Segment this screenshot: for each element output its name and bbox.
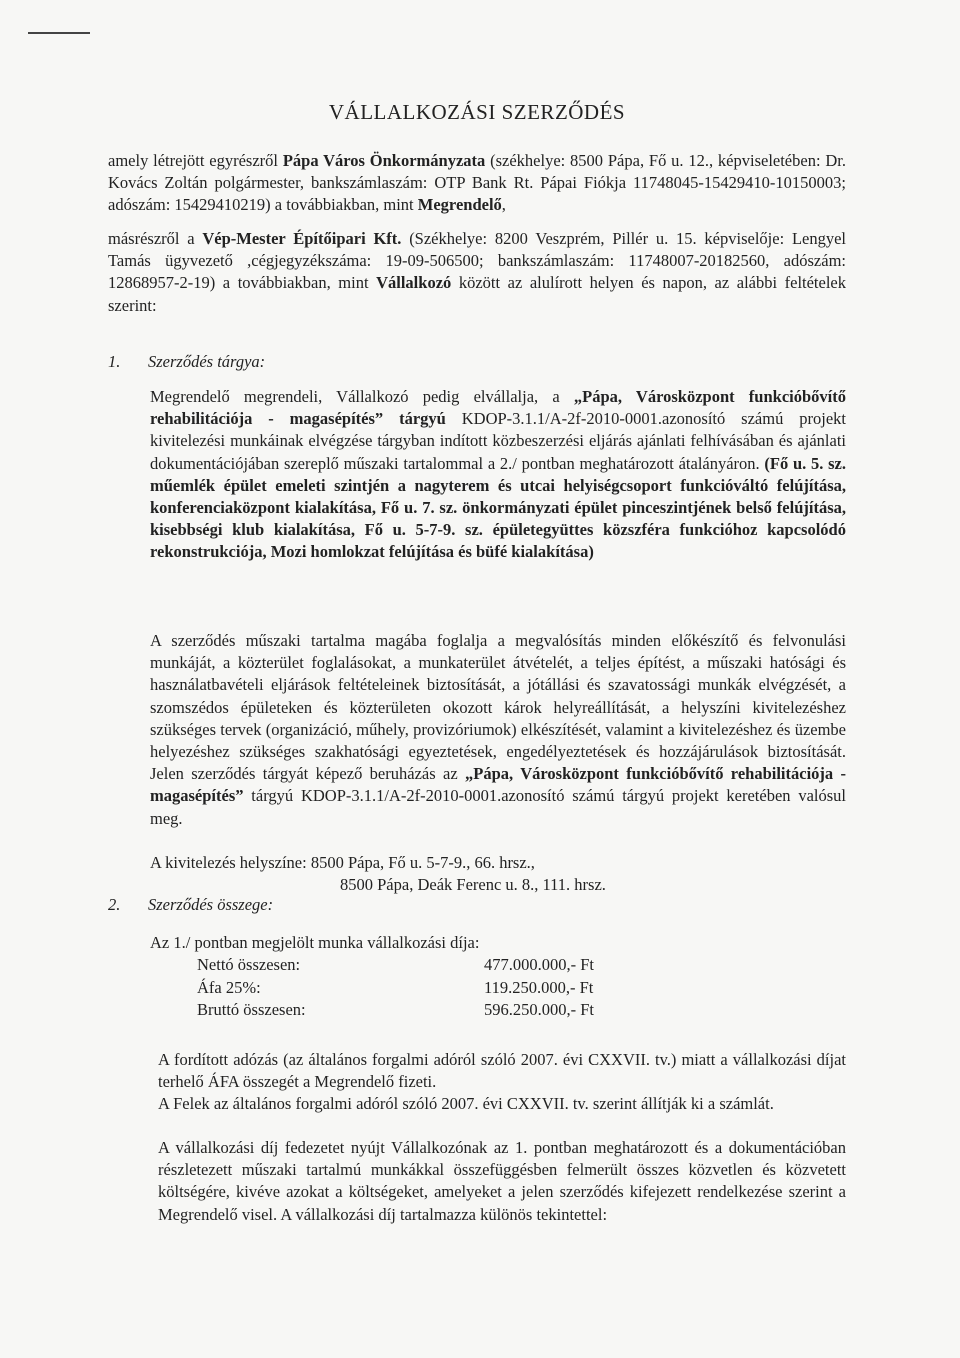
party2-text-1: másrészről a [108, 229, 203, 248]
intro-text-2: (székhelye: 8500 Pápa, Fő u. 12., képviseletében: Dr. Kovács Zoltán polgármester, bankszámlaszám: OTP Bank Rt. Pápai Fiókja 11748045-15429410-10150003; adószám: 15429410219) a továbbiakban, mint [108, 151, 846, 215]
fee-row-vat [150, 978, 594, 1001]
intro-paragraph [108, 150, 846, 217]
fee-row-net [150, 955, 594, 978]
party2-role: Vállalkozó [376, 273, 452, 293]
fee-label: Nettó összesen: [197, 955, 301, 974]
invoice-paragraph: A Felek az általános forgalmi adóról szóló 2007. évi CXXVII. tv. szerint állítják ki a számlát. [158, 1094, 774, 1113]
works-description: (Fő u. 5. sz. műemlék épület emeleti szintjén a nagyterem és utcai helyiségcsoport funkcióváltó felújítása, konferenciaközpont kialakítása, Fő u. 7. sz. önkormányzati épület pinceszintjének belső felújítása, kisebbségi klub kialakítása, Fő u. 5-7-9. sz. épületegyüttes közszféra funkcióhoz kapcsolódó rekonstrukciója, Mozi homlokzat felújítása és büfé kialakítása) [150, 453, 847, 562]
section1-scope-paragraph [150, 630, 846, 830]
project-name: „Pápa, Városközpont funkcióbővítő rehabilitációja - magasépítés” tárgyú [150, 387, 846, 429]
section1-number: 1. [108, 352, 121, 371]
top-margin-mark [28, 32, 90, 34]
reverse-vat-paragraph: A fordított adózás (az általános forgalmi adóról szóló 2007. évi CXXVII. tv.) miatt a vállalkozási díjat terhelő ÁFA összegét a Megrendelő fizeti. [158, 1050, 846, 1092]
fee-intro: Az 1./ pontban megjelölt munka vállalkozási díja: [150, 933, 480, 952]
section2-number: 2. [108, 895, 121, 914]
party1-name: Pápa Város Önkormányzata [282, 151, 486, 170]
party2-text-3: között az alulírott helyen és napon, az alábbi feltételek szerint: [108, 273, 847, 315]
party2-name: Vép-Mester Építőipari Kft. [202, 229, 402, 248]
intro-text-3: , [501, 195, 506, 215]
fee-label: Bruttó összesen: [197, 1000, 306, 1019]
party2-text-2: (Székhelye: 8200 Veszprém, Pillér u. 15. képviselője: Lengyel Tamás ügyvezető ,cégjegyzékszáma: 19-09-506500; bankszámlaszám: 11748007-20182560, adószám: 12868957-2-19) a továbbiakban, mint [108, 229, 847, 293]
document-title: VÁLLALKOZÁSI SZERZŐDÉS [328, 100, 626, 124]
location-line-2: 8500 Pápa, Deák Ferenc u. 8., 111. hrsz. [340, 875, 606, 894]
fee-coverage-paragraph: A vállalkozási díj fedezetet nyújt Vállalkozónak az 1. pontban meghatározott és a dokumentációban részletezett műszaki tartalmú munkákkal összefüggésben felmerült összes közvetlen és közvetett költségére, kivéve azokat a költségeket, amelyeket a jelen szerződés kifejezett rendelkezése szerint a Megrendelő visel. A vállalkozási díj tartalmazza különös tekintettel: [158, 1138, 846, 1224]
party1-role: Megrendelő [417, 195, 502, 215]
location-line-1: A kivitelezés helyszíne: 8500 Pápa, Fő u. 5-7-9., 66. hrsz., [150, 853, 535, 872]
party2-paragraph [108, 228, 846, 317]
intro-text-1: amely létrejött egyrészről [108, 151, 283, 170]
fee-row-gross [150, 1000, 594, 1023]
scope-text-1: A szerződés műszaki tartalma magába foglalja a megvalósítás minden előkészítő és felvonulási munkáját, a közterület foglalásokat, a munkaterület átvételét, a teljes építést, a műszaki hatósági és használatbavételi eljárások feltételeinek biztosítását, a jótállási és szavatossági munkák elvégzését, a szomszédos épületeken és közterületen okozott károk helyreállítását, a helyszíni kivitelezéshez szükséges tervek (organizáció, műhely, provizóriumok) elkészítését, valamint a kivitelezéshez és üzembe helyezéshez szükséges szakhatósági egyeztetések, engedélyeztetések és hozzájárulások biztosítását. Jelen szerződés tárgyát képező beruházás az [150, 631, 846, 784]
fee-value: 119.250.000,- Ft [484, 977, 594, 997]
section2-title: Szerződés összege: [148, 895, 274, 914]
section1-subject-paragraph [150, 386, 846, 564]
fee-label: Áfa 25%: [197, 977, 261, 997]
fee-value: 596.250.000,- Ft [484, 1000, 595, 1019]
fee-value: 477.000.000,- Ft [484, 955, 595, 974]
scope-text-2: tárgyú KDOP-3.1.1/A-2f-2010-0001.azonosító számú tárgyú projekt keretében valósul meg. [150, 786, 846, 828]
subject-text-2: KDOP-3.1.1/A-2f-2010-0001.azonosító számú projekt kivitelezési munkáinak elvégzése tárgyban indított közbeszerzési eljárás ajánlati felhívásában és ajánlati dokumentációjában szereplő műszaki tartalommal a 2./ pontban meghatározott átalányáron. [150, 409, 846, 473]
project-name-repeat: „Pápa, Városközpont funkcióbővítő rehabilitációja - magasépítés” [150, 764, 847, 806]
fee-table [150, 955, 594, 1023]
section1-title: Szerződés tárgya: [148, 352, 266, 371]
subject-text-1: Megrendelő megrendeli, Vállalkozó pedig elvállalja, a [150, 387, 574, 406]
